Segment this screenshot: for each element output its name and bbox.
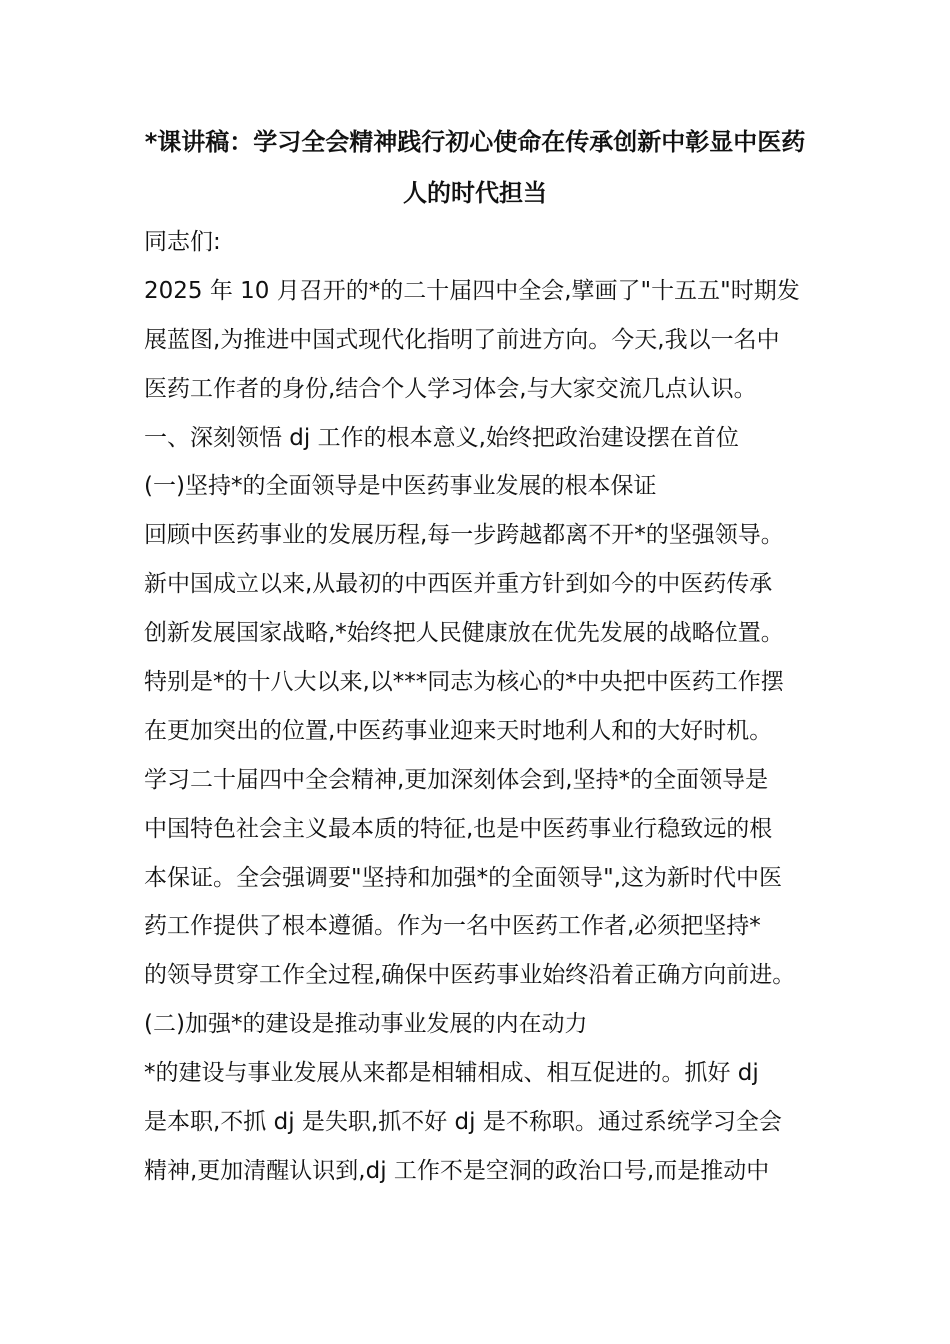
body-line: 创新发展国家战略,*始终把人民健康放在优先发展的战略位置。: [144, 620, 784, 647]
body-line: 本保证。全会强调要"坚持和加强*的全面领导",这为新时代中医: [144, 864, 782, 891]
body-line: 特别是*的十八大以来,以***同志为核心的*中央把中医药工作摆: [144, 669, 784, 696]
subsection-heading: (二)加强*的建设是推动事业发展的内在动力: [144, 1011, 588, 1038]
body-line: 是本职,不抓 dj 是失职,抓不好 dj 是不称职。通过系统学习全会: [144, 1109, 782, 1136]
salutation: 同志们:: [144, 229, 221, 255]
body-line: 中国特色社会主义最本质的特征,也是中医药事业行稳致远的根: [144, 815, 773, 842]
body-line: 医药工作者的身份,结合个人学习体会,与大家交流几点认识。: [144, 375, 757, 402]
body-line: 2025 年 10 月召开的*的二十届四中全会,擘画了"十五五"时期发: [144, 277, 800, 304]
body-line: 新中国成立以来,从最初的中西医并重方针到如今的中医药传承: [144, 571, 773, 598]
document-title-line-2: 人的时代担当: [403, 179, 547, 207]
body-line: 药工作提供了根本遵循。作为一名中医药工作者,必须把坚持*: [144, 913, 761, 940]
body-line: 在更加突出的位置,中医药事业迎来天时地利人和的大好时机。: [144, 717, 773, 744]
body-line: 学习二十届四中全会精神,更加深刻体会到,坚持*的全面领导是: [144, 766, 769, 793]
body-line: 回顾中医药事业的发展历程,每一步跨越都离不开*的坚强领导。: [144, 522, 784, 549]
subsection-heading: (一)坚持*的全面领导是中医药事业发展的根本保证: [144, 473, 657, 500]
section-heading: 一、深刻领悟 dj 工作的根本意义,始终把政治建设摆在首位: [144, 424, 739, 451]
body-line: *的建设与事业发展从来都是相辅相成、相互促进的。抓好 dj: [144, 1060, 759, 1087]
document-title-line-1: *课讲稿：学习全会精神践行初心使命在传承创新中彰显中医药: [144, 128, 806, 156]
body-line: 精神,更加清醒认识到,dj 工作不是空洞的政治口号,而是推动中: [144, 1157, 770, 1184]
body-line: 展蓝图,为推进中国式现代化指明了前进方向。今天,我以一名中: [144, 326, 780, 353]
document-body: [144, 218, 824, 1196]
body-line: 的领导贯穿工作全过程,确保中医药事业始终沿着正确方向前进。: [144, 962, 796, 989]
